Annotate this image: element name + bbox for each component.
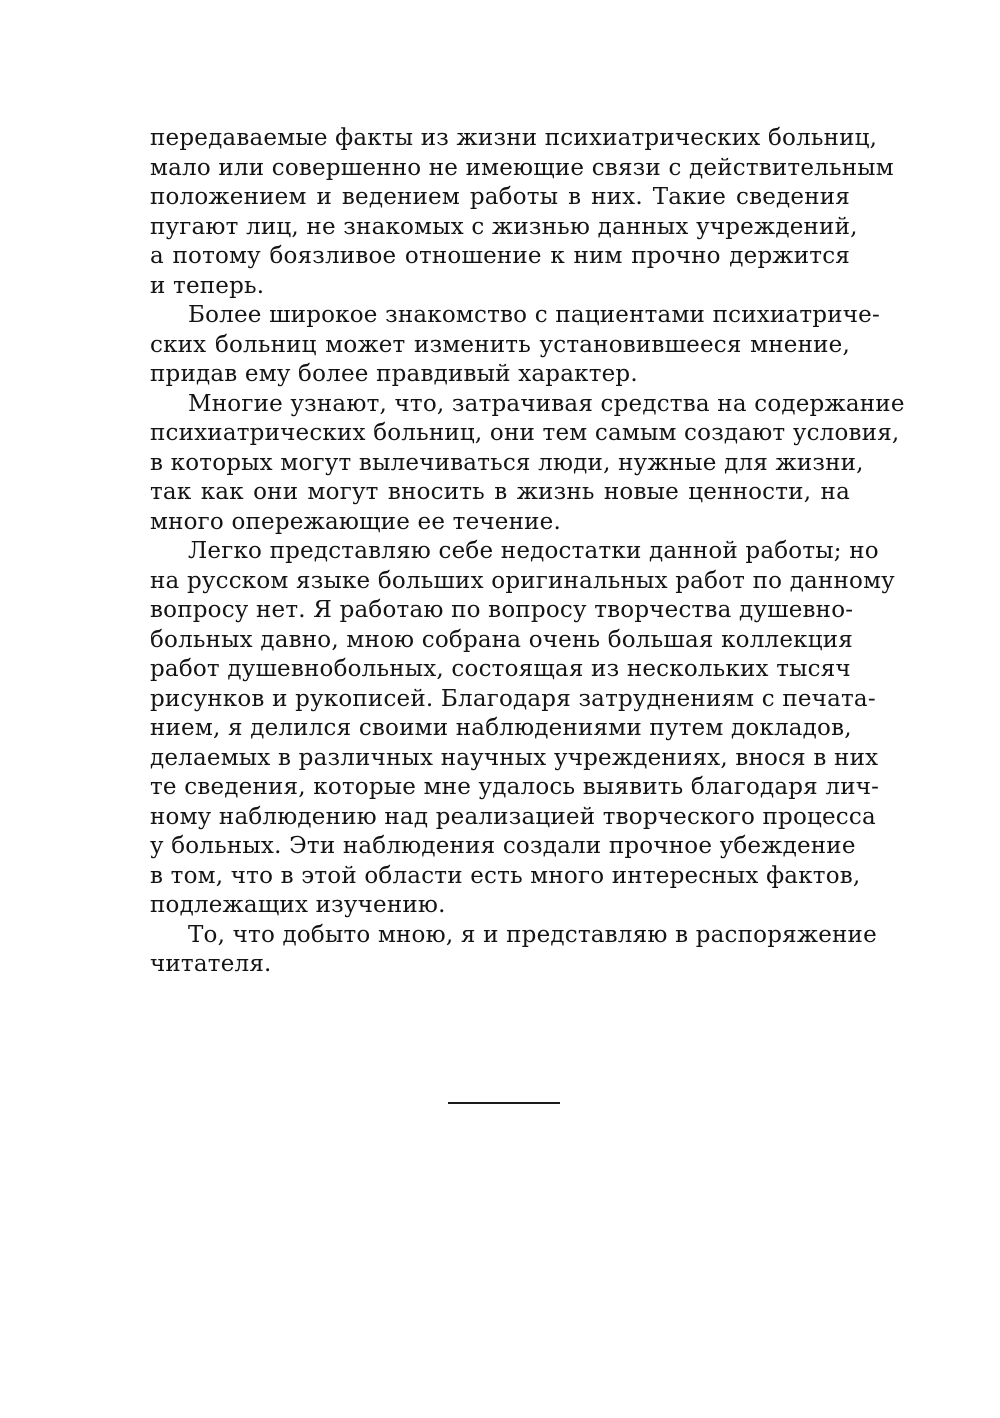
- paragraph-2: [150, 301, 880, 390]
- text-line: делаемых в различных научных учреждениях, внося в них: [150, 744, 879, 771]
- text-line: психиатрических больниц, они тем самым создают условия,: [150, 420, 900, 446]
- text-line: Более широкое знакомство с пациентами психиатриче-: [188, 302, 880, 328]
- text-line: передаваемые факты из жизни психиатрических больниц,: [150, 125, 878, 151]
- text-line: те сведения, которые мне удалось выявить благодаря лич-: [150, 774, 880, 800]
- text-line: ному наблюдению над реализацией творческого процесса: [150, 803, 876, 830]
- text-line: Легко представляю себе недостатки данной работы; но: [188, 538, 879, 564]
- text-line: у больных. Эти наблюдения создали прочное убеждение: [150, 833, 856, 859]
- paragraph-3: [150, 390, 905, 538]
- text-line: в которых могут вылечиваться люди, нужные для жизни,: [150, 449, 864, 476]
- text-line: в том, что в этой области есть много интересных фактов,: [150, 862, 861, 889]
- text-line: мало или совершенно не имеющие связи с действительным: [150, 154, 894, 181]
- text-line: больных давно, мною собрана очень большая коллекция: [150, 626, 853, 653]
- paragraph-5: [150, 921, 877, 980]
- text-line: читателя.: [150, 951, 272, 977]
- text-line: рисунков и рукописей. Благодаря затруднениям с печата-: [150, 685, 876, 712]
- text-line: ских больниц может изменить установившееся мнение,: [150, 331, 850, 358]
- text-line: вопросу нет. Я работаю по вопросу творчества душевно-: [150, 597, 854, 623]
- paragraph-1: [150, 124, 894, 301]
- text-line: так как они могут вносить в жизнь новые ценности, на: [150, 479, 850, 505]
- text-line: на русском языке больших оригинальных работ по данному: [150, 567, 895, 594]
- text-line: То, что добыто мною, я и представляю в распоряжение: [188, 921, 877, 948]
- section-divider-rule: [448, 1102, 560, 1104]
- text-line: Многие узнают, что, затрачивая средства на содержание: [188, 390, 905, 417]
- text-line: и теперь.: [150, 272, 265, 299]
- text-line: положением и ведением работы в них. Такие сведения: [150, 184, 850, 210]
- paragraph-4: [150, 537, 895, 921]
- body-text: [150, 124, 905, 980]
- text-line: придав ему более правдивый характер.: [150, 361, 638, 387]
- text-line: работ душевнобольных, состоящая из нескольких тысяч: [150, 656, 851, 682]
- text-line: пугают лиц, не знакомых с жизнью данных учреждений,: [150, 213, 858, 240]
- text-line: много опережающие ее течение.: [150, 508, 561, 535]
- text-line: а потому боязливое отношение к ним прочно держится: [150, 243, 850, 269]
- text-line: подлежащих изучению.: [150, 892, 446, 918]
- text-line: нием, я делился своими наблюдениями путем докладов,: [150, 715, 852, 741]
